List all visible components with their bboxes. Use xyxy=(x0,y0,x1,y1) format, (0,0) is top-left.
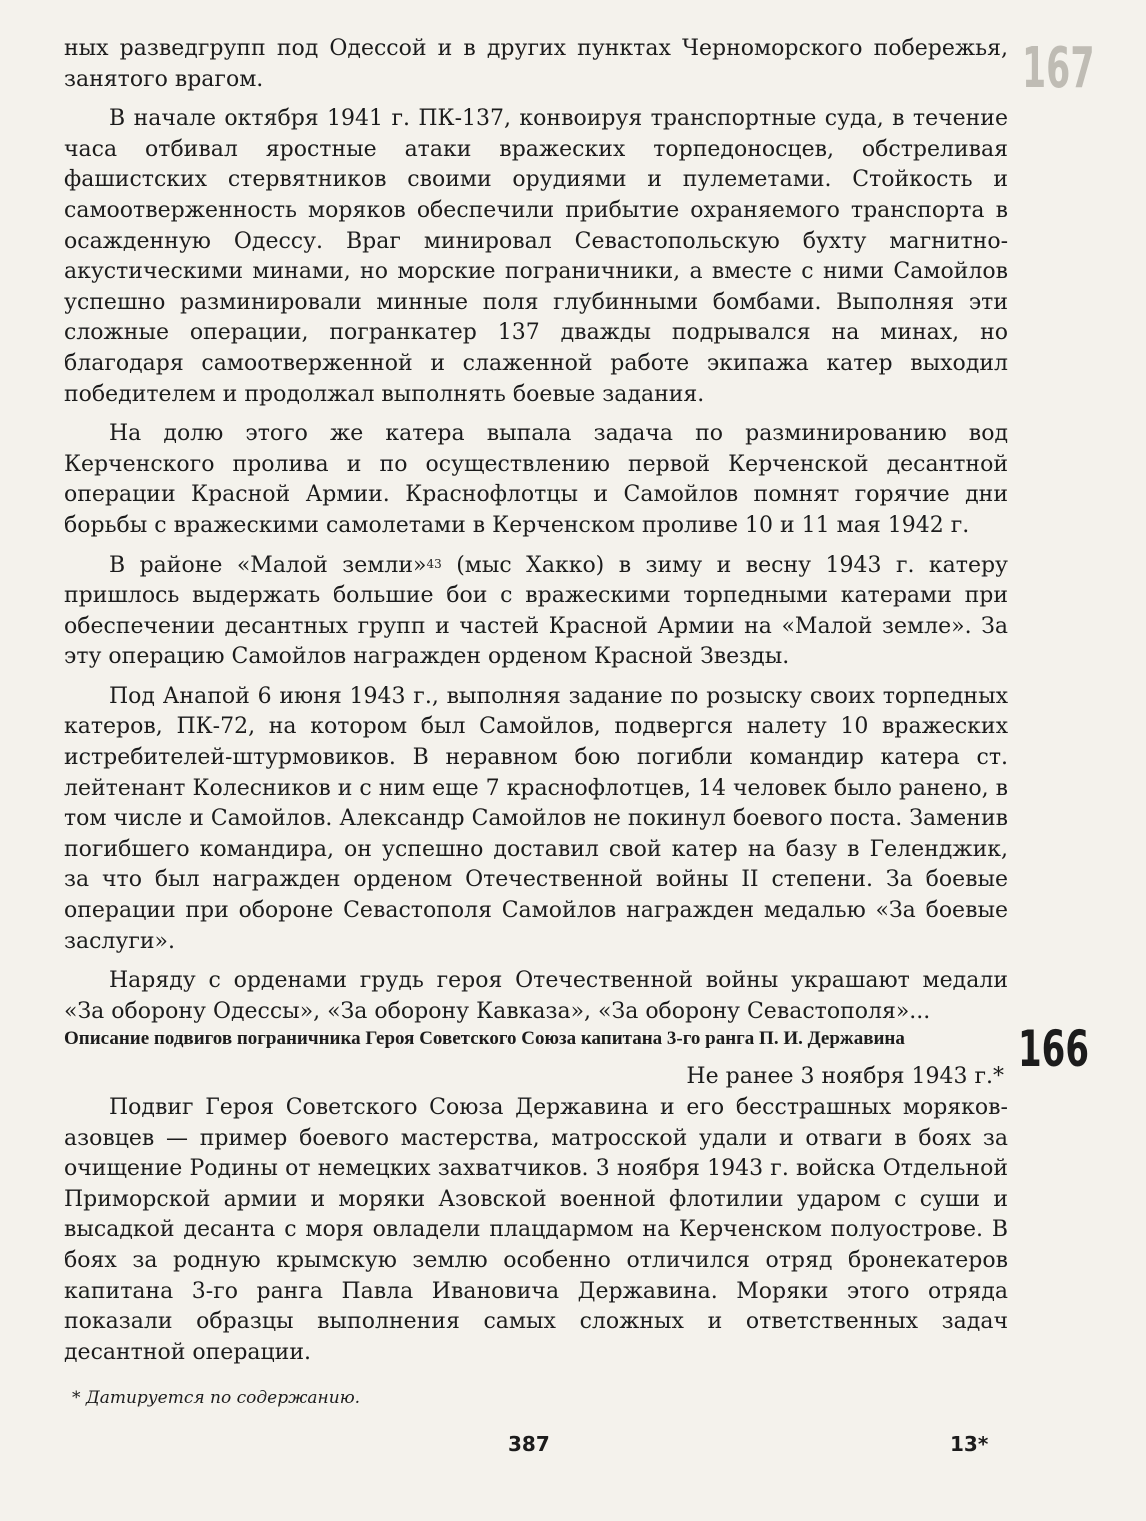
paragraph: Под Анапой 6 июня 1943 г., выполняя задание по розыску своих торпедных катеров, ПК-72, на котором был Самойлов, подвергся налету 10 вражеских истребителей-штурмовиков. В неравном бою погибли командир катера ст. лейтенант Колесников и с ним еще 7 краснофлотцев, 14 человек было ранено, в том числе и Самойлов. Александр Самойлов не покинул боевого поста. Заменив погибшего командира, он успешно доставил свой катер на базу в Геленджик, за что был награжден орденом Отечественной войны II степени. За боевые операции при обороне Севастополя Самойлов награжден медалью «За боевые заслуги». xyxy=(64,683,1009,954)
paragraph: Наряду с орденами грудь героя Отечественной войны украшают медали «За оборону Одессы», «За оборону Кавказа», «За оборону Севастополя»... xyxy=(64,968,1008,1024)
paragraph-text: (мыс Хакко) в зиму и весну 1943 г. катеру пришлось выдержать большие бои с вражескими торпедными катерами при обеспечении десантных групп и частей Красной Армии на «Малой земле». За эту операцию Самойлов награжден орденом Красной Звезды. xyxy=(64,552,1009,670)
continued-text xyxy=(64,34,1008,1036)
paragraph xyxy=(64,551,1008,673)
paragraph: На долю этого же катера выпала задача по разминированию вод Керченского пролива и по осуществлению первой Керченской десантной операции Красной Армии. Краснофлотцы и Самойлов помнят горячие дни борьбы с вражескими самолетами в Керченском проливе 10 и 11 мая 1942 г. xyxy=(64,421,1008,538)
paragraph: Подвиг Героя Советского Союза Державина и его бесстрашных моряков-азовцев — пример боевого мастерства, матросской удали и отваги в боях за очищение Родины от немецких захватчиков. 3 ноября 1943 г. войска Отдельной Приморской армии и моряки Азовской военной флотилии ударом с суши и высадкой десанта с моря овладели плацдармом на Керченском полуострове. В боях за родную крымскую землю особенно отличился отряд бронекатеров капитана 3-го ранга Павла Ивановича Державина. Моряки этого отряда показали образцы выполнения самых сложных и ответственных задач десантной операции. xyxy=(64,1095,1008,1365)
previous-document-number: 167 xyxy=(1022,36,1095,101)
paragraph-text: В районе «Малой земли» xyxy=(109,552,427,578)
document-heading: Описание подвигов пограничника Героя Советского Союза капитана 3-го ранга П. И. Державина xyxy=(64,1028,905,1049)
document-date: Не ранее 3 ноября 1943 г.* xyxy=(686,1064,1004,1089)
signature-mark: 13* xyxy=(950,1432,989,1456)
paragraph: В начале октября 1941 г. ПК-137, конвоируя транспортные суда, в течение часа отбивал яростные атаки вражеских торпедоносцев, обстреливая фашистских стервятников своими орудиями и пулеметами. Стойкость и самоотверженность моряков обеспечили прибытие охраняемого транспорта в осажденную Одессу. Враг минировал Севастопольскую бухту магнитно-акустическими минами, но морские пограничники, а вместе с ними Самойлов успешно разминировали минные поля глубинными бомбами. Выполняя эти сложные операции, погранкатер 137 дважды подрывался на минах, но благодаря самоотверженной и слаженной работе экипажа катер выходил победителем и продолжал выполнять боевые задания. xyxy=(64,106,1008,407)
footnote-reference: 43 xyxy=(426,556,442,571)
document-number: 166 xyxy=(1018,1020,1089,1078)
paragraph: ных разведгрупп под Одессой и в других пунктах Черноморского побережья, занятого врагом. xyxy=(64,36,1008,92)
document-body xyxy=(64,1093,1008,1368)
footnote: * Датируется по содержанию. xyxy=(72,1388,361,1408)
page-number: 387 xyxy=(508,1432,550,1456)
